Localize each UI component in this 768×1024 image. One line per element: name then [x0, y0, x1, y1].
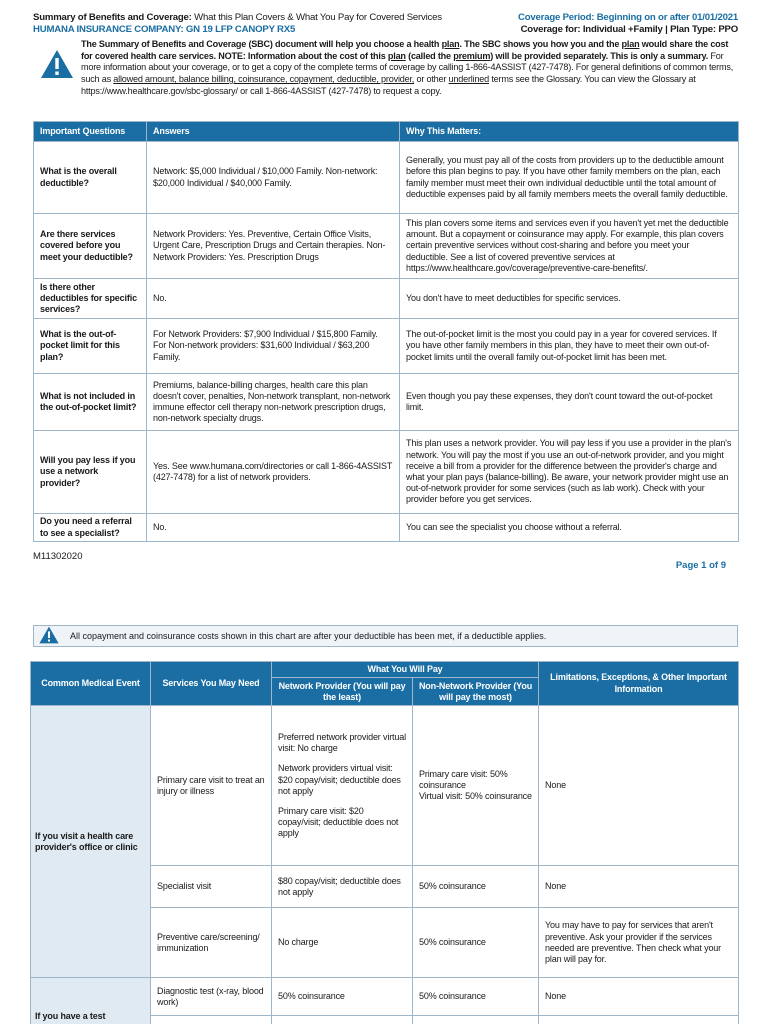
table-row: What is not included in the out-of-pocket limit? Premiums, balance-billing charges, health care this plan doesn't cover, penalties, Non-network transplant, non-network immune effector cell therapy non-network prescription drugs, non-network specialty drugs. Even though you pay these expenses, they don't count toward the out-of-pocket limit.: [34, 374, 739, 431]
page-footer: [33, 551, 738, 571]
table-row: If you visit a health care provider's office or clinic Primary care visit to treat an injury or illness Preferred network provider virtual visit: No charge Network providers virtual visit: $20 copay/visit; deductible does not apply Primary care visit: $20 copay/visit; deductible does not apply Primary care visit: 50% coinsurance Virtual visit: 50% coinsurance None: [31, 706, 739, 866]
col-header-non-network: Non-Network Provider (You will pay the most): [413, 678, 539, 706]
col-header-services: Services You May Need: [151, 662, 272, 706]
table-row: Are there services covered before you meet your deductible? Network Providers: Yes. Preventive, Certain Office Visits, Urgent Care, Prescription Drugs and Certain therapies. Non-Network Providers: Yes. Prescription Drugs This plan covers some items and services even if you haven't yet met the deductible amount. But a copayment or coinsurance may apply. For example, this plan covers certain preventive services without cost-sharing and before you meet your deductible. See a list of covered preventive services at https://www.healthcare.gov/coverage/preventive-care-benefits/.: [34, 214, 739, 279]
event-office-visit: If you visit a health care provider's office or clinic: [31, 706, 151, 978]
page-number: Page 1 of 9: [675, 560, 726, 571]
table-row: Specialist visit $80 copay/visit; deductible does not apply 50% coinsurance None: [31, 866, 739, 908]
table-row: What is the overall deductible? Network: $5,000 Individual / $10,000 Family. Non-network: $20,000 Individual / $40,000 Family. Generally, you must pay all of the costs from providers up to the deductible amount before this plan begins to pay. If you have other family members on the plan, each family member must meet their own individual deductible until the total amount of deductible expenses paid by all family members meets the overall family deductible.: [34, 142, 739, 214]
document-title: Summary of Benefits and Coverage: What this Plan Covers & What You Pay for Covered Services: [33, 12, 442, 23]
sbc-notice: [33, 39, 738, 107]
table-row: Preventive care/screening/ immunization No charge 50% coinsurance You may have to pay for services that aren't preventive. Ask your provider if the services needed are preventive. Then check what your plan will pay for.: [31, 908, 739, 978]
col-header-limitations: Limitations, Exceptions, & Other Important Information: [539, 662, 739, 706]
col-header-network: Network Provider (You will pay the least): [272, 678, 413, 706]
table-row: Will you pay less if you use a network provider? Yes. See www.humana.com/directories or call 1-866-4ASSIST (427-7478) for a list of network providers. This plan uses a network provider. You will pay less if you use a provider in the plan's network. You will pay the most if you use an out-of-network provider, and you might receive a bill from a provider for the difference between the provider's charge and what your plan pays (balance-billing). Be aware, your network provider might use an out-of-network provider for some services (such as lab work). Check with your provider before you get services.: [34, 431, 739, 514]
coverage-period: Coverage Period: Beginning on or after 01/01/2021: [518, 12, 738, 23]
medical-events-table: [30, 661, 738, 1024]
warning-triangle-icon: [33, 39, 81, 107]
form-code: M11302020: [33, 551, 83, 562]
col-header-event: Common Medical Event: [31, 662, 151, 706]
table-row: Is there other deductibles for specific services? No. You don't have to meet deductibles for specific services.: [34, 279, 739, 319]
col-header-why: Why This Matters:: [400, 122, 739, 142]
cost-notice-text: All copayment and coinsurance costs shown in this chart are after your deductible has been met, if a deductible applies.: [70, 631, 547, 641]
document-header: [33, 12, 738, 36]
coverage-for: Coverage for: Individual +Family | Plan Type: PPO: [520, 24, 738, 35]
col-header-answers: Answers: [147, 122, 400, 142]
warning-triangle-icon: [38, 626, 60, 646]
company-name: HUMANA INSURANCE COMPANY: GN 19 LFP CANOPY RX5: [33, 24, 296, 35]
glossary-terms-link[interactable]: allowed amount, balance billing, coinsurance, copayment, deductible, provider,: [113, 74, 415, 85]
table-row: Do you need a referral to see a specialist? No. You can see the specialist you choose without a referral.: [34, 514, 739, 542]
col-header-what-you-pay: What You Will Pay: [272, 662, 539, 678]
important-questions-table: [33, 121, 738, 542]
cost-notice-bar: [33, 625, 738, 647]
col-header-questions: Important Questions: [34, 122, 147, 142]
table-row: If you have a test Diagnostic test (x-ray, blood work) 50% coinsurance 50% coinsurance None: [31, 978, 739, 1016]
notice-text: The Summary of Benefits and Coverage (SBC) document will help you choose a health plan. The SBC shows you how you and the plan would share the cost for covered health care services. NOTE: Information about the cost of this plan (called the premium) will be provided separately. This is only a summary. For more information about your coverage, or to get a copy of the complete terms of coverage by calling 1-866-4ASSIST (427-7478). For general definitions of common terms, such as allowed amount, balance billing, coinsurance, copayment, deductible, provider, or other underlined terms see the Glossary. You can view the Glossary at https://www.healthcare.gov/sbc-glossary/ or call 1-866-4ASSIST (427-7478) to request a copy.: [81, 39, 734, 96]
event-test: If you have a test: [31, 978, 151, 1024]
table-row: What is the out-of-pocket limit for this plan? For Network Providers: $7,900 Individual / $15,800 Family. For Non-network providers: $31,600 Individual / $63,200 Family. The out-of-pocket limit is the most you could pay in a year for covered services. If you have other family members in this plan, they have to meet their own out-of-pocket limits until the overall family out-of-pocket limit has been met.: [34, 319, 739, 374]
